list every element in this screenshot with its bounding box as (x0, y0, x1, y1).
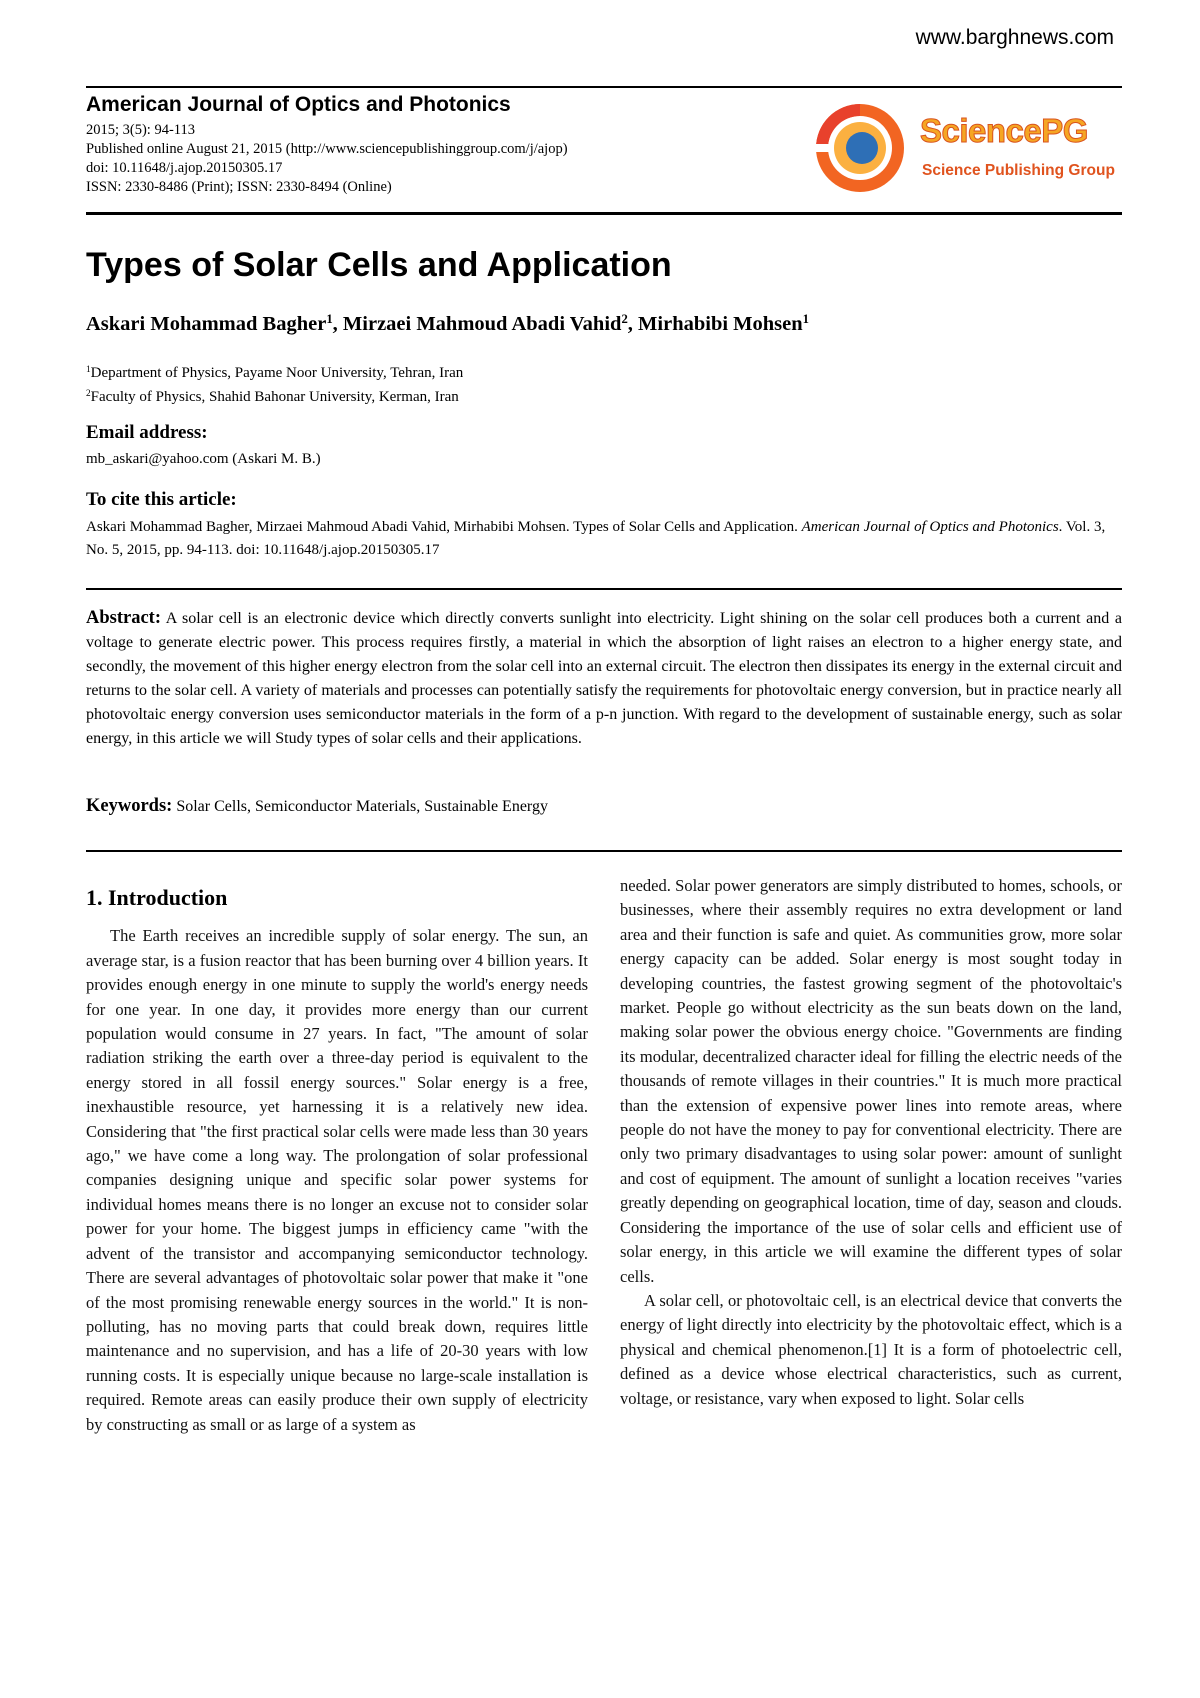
cite-tail: . Vol. 3, No. 5, 2015, pp. 94-113. doi: 10.11648/j.ajop.20150305.17 (86, 519, 1106, 558)
sciencepg-emblem-icon (812, 100, 912, 196)
author-affil-mark: 1 (802, 312, 809, 327)
header-bottom-rule (86, 212, 1122, 215)
cite-heading: To cite this article: (86, 489, 237, 510)
author-separator: , (332, 313, 343, 335)
author-list (86, 313, 809, 336)
affiliation-list (86, 361, 463, 409)
abstract-text: A solar cell is an electronic device which directly converts sunlight into electricity. Light shining on the solar cell produces both a current and a voltage to generate electric power. This process requires firstly, a material in which the absorption of light raises an electron to a higher energy state, and secondly, the movement of this higher energy electron from the solar cell into an external circuit. The electron then dissipates its energy in the external circuit and returns to the solar cell. A variety of materials and processes can potentially satisfy the requirements for photovoltaic energy conversion, but in practice nearly all photovoltaic energy conversion uses semiconductor materials in the form of a p-n junction. With regard to the development of sustainable energy, such as solar energy, in this article we will Study types of solar cells and their applications. (86, 610, 1123, 747)
section-heading-introduction: 1. Introduction (86, 885, 228, 910)
affiliation (86, 361, 463, 385)
author-name: Askari Mohammad Bagher (86, 313, 327, 335)
journal-name: American Journal of Optics and Photonics (86, 93, 511, 116)
affiliation (86, 385, 463, 409)
body-paragraph: needed. Solar power generators are simply distributed to homes, schools, or businesses, where their assembly requires no extra development or land area and their function is safe and quiet. As communities grow, more solar energy capacity can be added. Solar energy is most sought today in developing countries, the fastest growing segment of the photovoltaic's market. People go without electricity as the sun beats down on the land, making solar power the obvious energy choice. "Governments are finding its modular, decentralized character ideal for filling the electric needs of the thousands of remote villages in their countries." It is much more practical than the extension of expensive power lines into remote areas, where people do not have the money to pay for conventional electricity. There are only two primary disadvantages to using solar power: amount of sunlight and cost of equipment. The amount of sunlight a location receives "varies greatly depending on geographical location, time of day, season and clouds. Considering the importance of the use of solar cells and efficient use of solar energy, in this article we will examine the different types of solar cells. (620, 876, 1122, 1286)
site-url[interactable]: www.barghnews.com (915, 26, 1114, 49)
right-column (620, 874, 1122, 1411)
author-separator: , (627, 313, 639, 335)
affil-text: Faculty of Physics, Shahid Bahonar University, Kerman, Iran (90, 389, 459, 405)
cite-text: Askari Mohammad Bagher, Mirzaei Mahmoud Abadi Vahid, Mirhabibi Mohsen. Types of Solar Cells and Application. (86, 519, 798, 535)
author-affil-mark: 2 (621, 312, 628, 327)
author-name: Mirhabibi Mohsen (638, 313, 803, 335)
volume-pages: 2015; 3(5): 94-113 (86, 122, 196, 138)
abstract-top-rule (86, 588, 1122, 590)
author-name: Mirzaei Mahmoud Abadi Vahid (342, 313, 622, 335)
abstract-bottom-rule (86, 850, 1122, 852)
published-line[interactable]: Published online August 21, 2015 (http://www.sciencepublishinggroup.com/j/ajop) (86, 141, 568, 157)
abstract (86, 606, 1122, 751)
sciencepg-logo (812, 100, 1122, 196)
email-heading: Email address: (86, 422, 208, 443)
logo-wordmark: SciencePG (920, 112, 1088, 149)
body-paragraph: The Earth receives an incredible supply of solar energy. The sun, an average star, is a fusion reactor that has been burning over 4 billion years. It provides enough energy in one minute to supply the world's energy needs for one year. In one day, it provides more energy than our current population would consume in 27 years. In fact, "The amount of solar radiation striking the earth over a three-day period is equivalent to the energy stored in all fossil energy sources." Solar energy is a free, inexhaustible resource, yet harnessing it is a relatively new idea. Considering that "the first practical solar cells were made less than 30 years ago," we have come a long way. The prolongation of solar professional companies designing unique and specific solar power systems for individual homes means there is no longer an excuse not to consider solar power for your home. The biggest jumps in efficiency came "with the advent of the transistor and accompanying semiconductor technology. There are several advantages of photovoltaic solar power that make it "one of the most promising renewable energy sources in the world." It is non-polluting, has no moving parts that could break down, requires little maintenance and no supervision, and has a life of 20-30 years with low running costs. It is especially unique because no large-scale installation is required. Remote areas can easily produce their own supply of electricity by constructing as small or as large of a system as (86, 926, 588, 1434)
header-top-rule (86, 86, 1122, 88)
citation (86, 516, 1122, 562)
article-title: Types of Solar Cells and Application (86, 246, 672, 284)
email-address[interactable]: mb_askari@yahoo.com (Askari M. B.) (86, 451, 321, 467)
abstract-label: Abstract: (86, 608, 162, 628)
keywords (86, 796, 548, 817)
logo-subtitle: Science Publishing Group (922, 162, 1115, 179)
affil-number: 1 (86, 364, 91, 375)
affil-number: 2 (86, 388, 91, 399)
body-paragraph: A solar cell, or photovoltaic cell, is an electrical device that converts the energy of light directly into electricity by the photovoltaic effect, which is a physical and chemical phenomenon.[1] It is a form of photoelectric cell, defined as a device whose electrical characteristics, such as current, voltage, or resistance, vary when exposed to light. Solar cells (620, 1290, 1122, 1408)
issn-line: ISSN: 2330-8486 (Print); ISSN: 2330-8494 (Online) (86, 179, 392, 195)
journal-info (86, 93, 806, 197)
keywords-text: Solar Cells, Semiconductor Materials, Sustainable Energy (176, 798, 548, 815)
author-affil-mark: 1 (326, 312, 333, 327)
doi-line[interactable]: doi: 10.11648/j.ajop.20150305.17 (86, 160, 283, 176)
keywords-label: Keywords: (86, 796, 173, 816)
left-column (86, 886, 588, 1437)
cite-journal: American Journal of Optics and Photonics (801, 519, 1059, 535)
affil-text: Department of Physics, Payame Noor University, Tehran, Iran (90, 365, 464, 381)
